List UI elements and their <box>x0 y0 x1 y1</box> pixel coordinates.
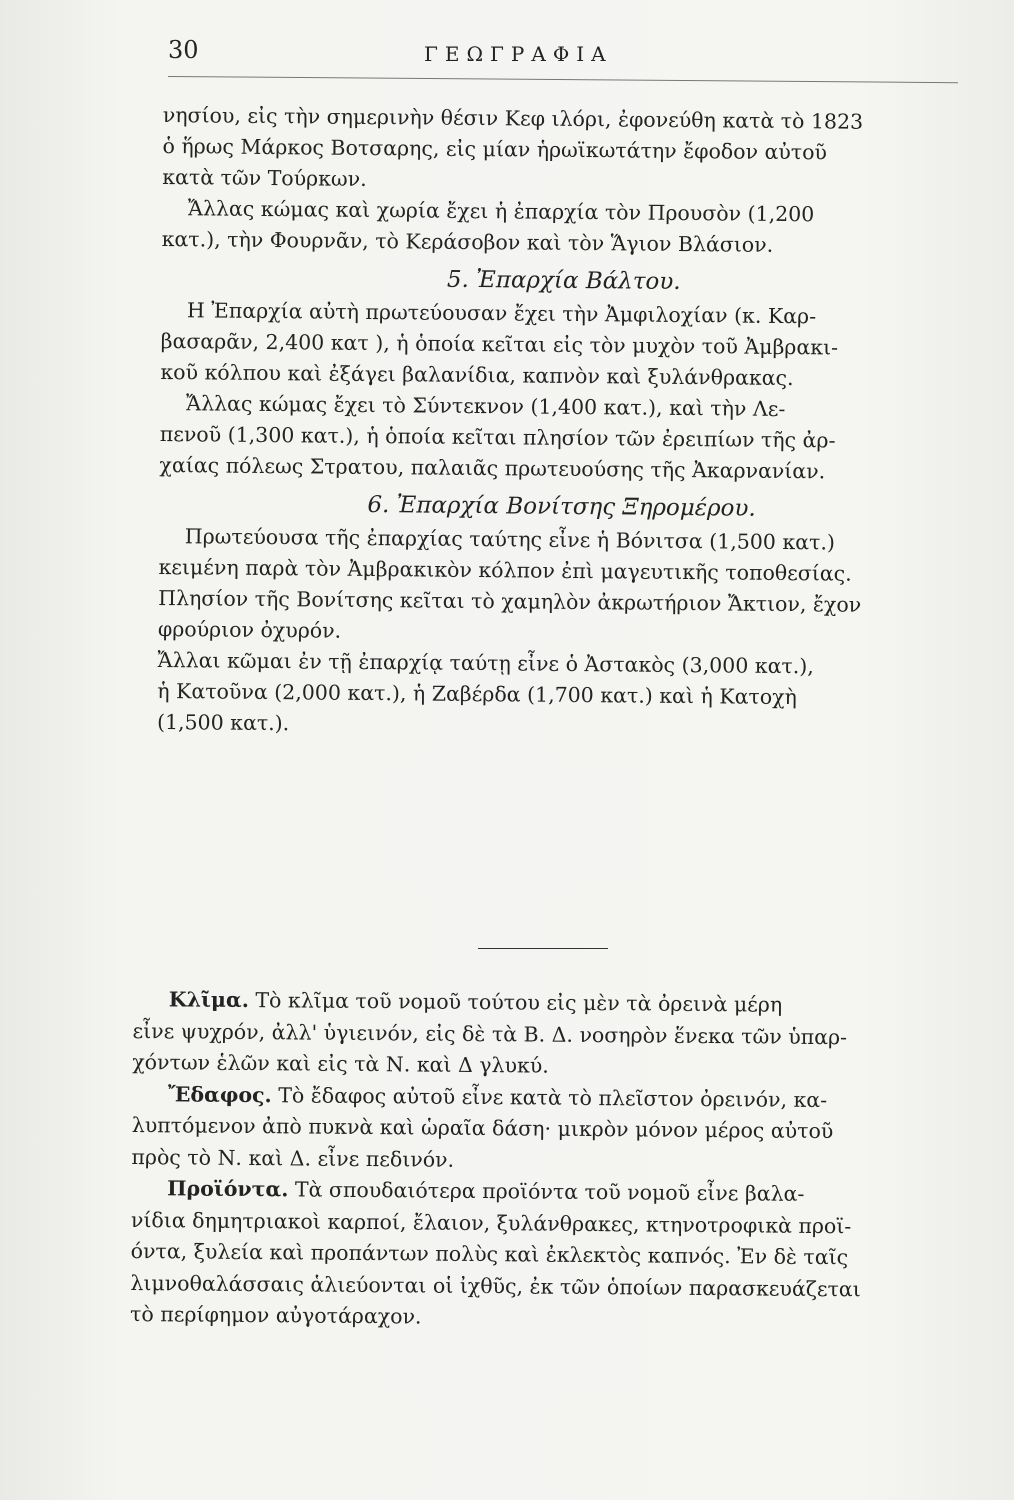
text-line: Η Ἐπαρχία αὐτὴ πρωτεύουσαν ἔχει τὴν Ἀμφιλοχίαν (κ. Καρ- <box>186 298 817 329</box>
header-rule <box>168 76 958 83</box>
text-line: εἶνε ψυχρόν, ἀλλ' ὑγιεινόν, εἰς δὲ τὰ Β. Δ. νοσηρὸν ἕνεκα τῶν ὑπαρ- <box>132 1018 848 1049</box>
text-line: λυπτόμενον ἀπὸ πυκνὰ καὶ ὡραῖα δάση· μικρὸν μόνον μέρος αὐτοῦ <box>131 1112 834 1144</box>
nomos-overview <box>130 984 968 1338</box>
climate-term: Κλῖμα. <box>168 987 250 1013</box>
main-text <box>157 100 968 746</box>
running-title: ΓΕΩΓΡΑΦΙΑ <box>424 42 613 66</box>
page-number: 30 <box>168 36 199 64</box>
text-line: νίδια δημητριακοὶ καρποί, ἔλαιον, ξυλάνθρακες, κτηνοτροφικὰ προϊ- <box>130 1207 852 1238</box>
soil-term: Ἔδαφος. <box>167 1081 272 1107</box>
text-line: Ἄλλαι κῶμαι ἐν τῇ ἐπαρχίᾳ ταύτῃ εἶνε ὁ Ἀστακὸς (3,000 κατ.), <box>157 647 814 679</box>
text-line: χαίας πόλεως Στρατου, παλαιᾶς πρωτευούσης τῆς Ἀκαρνανίαν. <box>159 452 826 484</box>
text-line: χόντων ἑλῶν καὶ εἰς τὰ Ν. καὶ Δ γλυκύ. <box>132 1049 549 1078</box>
text-line: Πρωτεύουσα τῆς ἐπαρχίας ταύτης εἶνε ἡ Βόνιτσα (1,500 κατ.) <box>184 524 836 555</box>
text-line: ὁ ἥρως Μάρκος Βοτσαρης, εἰς μίαν ἡρωϊκωτάτην ἔφοδον αὐτοῦ <box>162 133 828 165</box>
text-line: πρὸς τὸ Ν. καὶ Δ. εἶνε πεδινόν. <box>131 1144 455 1172</box>
text-line: νησίου, εἰς τὴν σημερινὴν θέσιν Κεφ ιλόρι, ἐφονεύθη κατὰ τὸ 1823 <box>162 102 864 134</box>
products-term: Προϊόντα. <box>167 1176 289 1202</box>
text-line: Ἄλλας κώμας ἔχει τὸ Σύντεκνον (1,400 κατ.), καὶ τὴν Λε- <box>185 391 786 421</box>
climate-text: Τὸ κλῖμα τοῦ νομοῦ τούτου εἰς μὲν τὰ ὀρεινὰ μέρη <box>248 988 783 1017</box>
soil-text: Τὸ ἔδαφος αὐτοῦ εἶνε κατὰ τὸ πλεῖστον ὀρεινόν, κα- <box>271 1082 828 1112</box>
text-line: Ἄλλας κώμας καὶ χωρία ἔχει ἡ ἐπαρχία τὸν Προυσὸν (1,200 <box>187 196 815 227</box>
section-separator <box>478 948 608 949</box>
text-line: κειμένη παρὰ τὸν Ἀμβρακικὸν κόλπον ἐπὶ μαγευτικῆς τοποθεσίας. <box>158 554 852 586</box>
products-text: Τὰ σπουδαιότερα προϊόντα τοῦ νομοῦ εἶνε βαλα- <box>288 1177 805 1206</box>
text-line: λιμνοθαλάσσαις ἁλιεύονται οἱ ἰχθῦς, ἐκ τῶν ὁποίων παρασκευάζεται <box>130 1270 861 1301</box>
text-line: φρούριον ὀχυρόν. <box>157 616 342 643</box>
text-line: κοῦ κόλπου καὶ ἐξάγει βαλανίδια, καπνὸν καὶ ξυλάνθρακας. <box>160 359 794 391</box>
text-line: (1,500 κατ.). <box>156 709 290 736</box>
text-line: όντα, ξυλεία καὶ προπάντων πολὺς καὶ ἐκλεκτὸς καπνός. Ἐν δὲ ταῖς <box>130 1238 849 1270</box>
text-line: βασαρᾶν, 2,400 κατ ), ἡ ὁποία κεῖται εἰς τὸν μυχὸν τοῦ Ἀμβρακι- <box>160 328 839 360</box>
text-line: κατ.), τὴν Φουρνᾶν, τὸ Κεράσοβον καὶ τὸν Ἅγιον Βλάσιον. <box>161 226 774 257</box>
text-line: πενοῦ (1,300 κατ.), ἡ ὁποία κεῖται πλησίον τῶν ἐρειπίων τῆς ἀρ- <box>159 421 836 453</box>
text-line: κατὰ τῶν Τούρκων. <box>162 164 367 191</box>
section-heading-vonitsa: 6. Ἐπαρχία Βονίτσης Ξηρομέρου. <box>367 491 756 522</box>
text-line: ἡ Κατοῦνα (2,000 κατ.), ἡ Ζαβέρδα (1,700 κατ.) καὶ ἡ Κατοχὴ <box>157 678 797 710</box>
text-line: Πλησίον τῆς Βονίτσης κεῖται τὸ χαμηλὸν ἀκρωτήριον Ἄκτιον, ἔχον <box>158 585 862 617</box>
page-header <box>168 36 968 76</box>
section-heading-valtos: 5. Ἐπαρχία Βάλτου. <box>446 266 681 295</box>
text-line: τὸ περίφημον αὐγοτάραχον. <box>130 1301 422 1329</box>
